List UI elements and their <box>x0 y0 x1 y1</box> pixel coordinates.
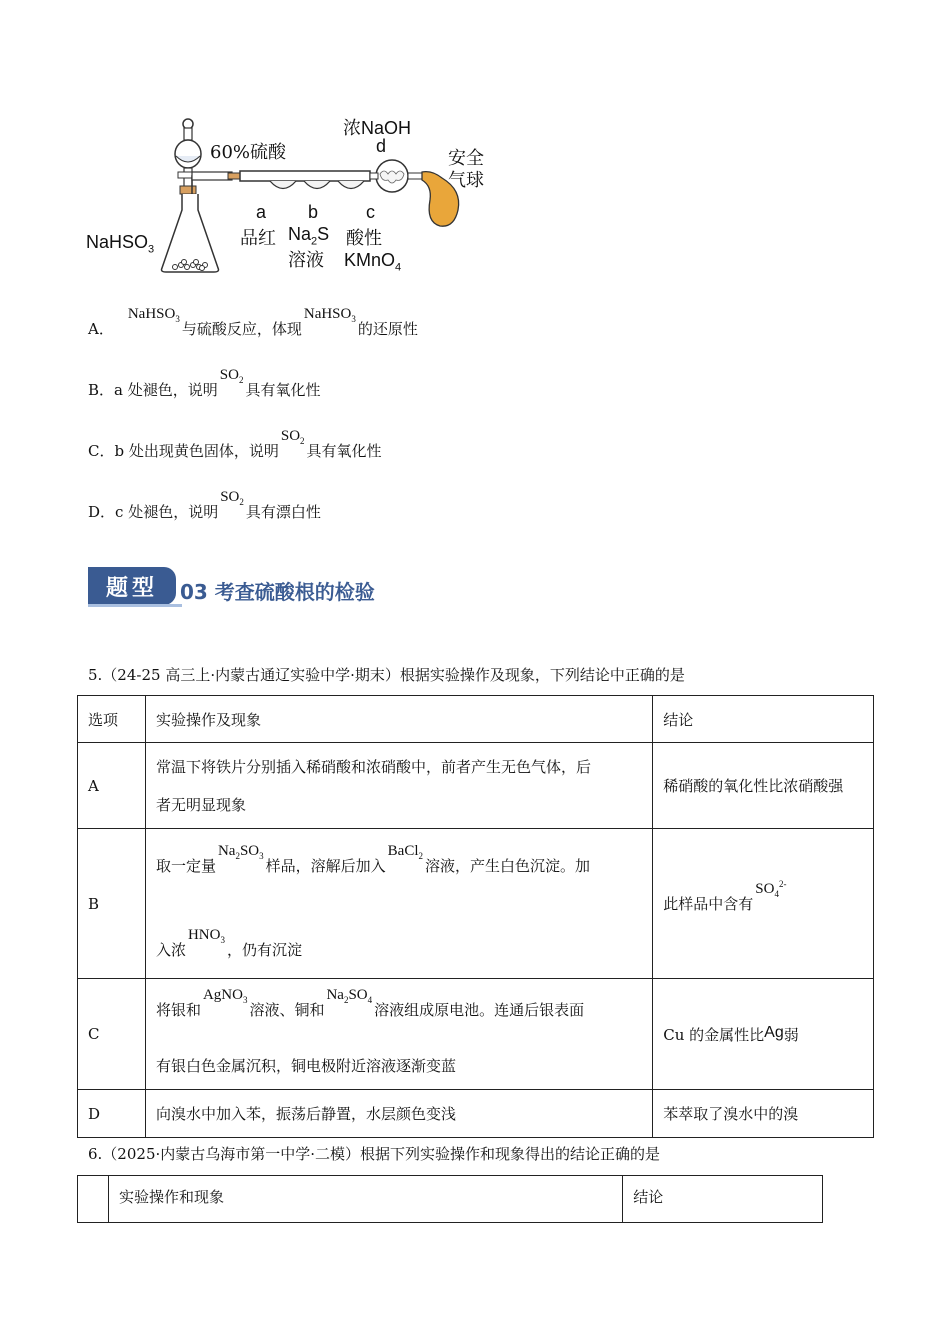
label-c-name-1: 酸性 <box>346 228 382 249</box>
row-d-operation: 向溴水中加入苯，振荡后静置，水层颜色变浅 <box>145 1090 652 1138</box>
label-h2so4: 60%硫酸 <box>210 142 287 163</box>
table-header-row <box>78 1176 823 1223</box>
label-safety-2: 气球 <box>448 170 484 191</box>
header-operation: 实验操作和现象 <box>108 1176 622 1223</box>
header-conclusion: 结论 <box>653 696 874 743</box>
option-d: D．c 处褪色，说明$SO_2$具有漂白性 <box>88 489 321 521</box>
label-naoh: 浓NaOH <box>343 118 412 138</box>
label-c: c <box>366 202 375 222</box>
label-b: b <box>308 202 319 222</box>
label-b-name-2: 溶液 <box>288 250 324 271</box>
header-option <box>78 1176 109 1223</box>
label-nahso3: NaHSO$_3$ <box>86 232 155 256</box>
row-a-conclusion: 稀硝酸的氧化性比浓硝酸强 <box>653 743 874 829</box>
row-b-operation: 取一定量$Na_2SO_3$样品，溶解后加入BaCl$_2$溶液，产生白色沉淀。加 入浓$HNO_3$，仍有沉淀 <box>145 829 652 979</box>
row-c-conclusion: Cu 的金属性比Ag弱 <box>653 979 874 1090</box>
question-6-stem: 6.（2025·内蒙古乌海市第一中学·二模）根据下列实验操作和现象得出的结论正确的是 <box>88 1145 661 1163</box>
option-a: A．NaHSO$_3$与硫酸反应，体现NaHSO$_3$的还原性 <box>88 306 418 338</box>
table-row <box>78 743 874 829</box>
row-c-option: C <box>78 979 146 1090</box>
label-c-name-2: KMnO$_4$ <box>344 250 402 274</box>
question-6-table <box>77 1175 823 1223</box>
option-c: C．b 处出现黄色固体，说明$SO_2$具有氧化性 <box>88 428 382 460</box>
header-conclusion: 结论 <box>623 1176 823 1223</box>
header-option: 选项 <box>78 696 146 743</box>
label-d: d <box>376 136 387 156</box>
row-b-option: B <box>78 829 146 979</box>
question-5-stem: 5.（24-25 高三上·内蒙古通辽实验中学·期末）根据实验操作及现象，下列结论中正确的是 <box>88 666 685 684</box>
label-a-name: 品红 <box>240 228 276 249</box>
row-d-option: D <box>78 1090 146 1138</box>
row-d-conclusion: 苯萃取了溴水中的溴 <box>653 1090 874 1138</box>
label-b-name-1: $Na_2S$ <box>288 224 330 248</box>
row-a-option: A <box>78 743 146 829</box>
row-a-operation: 常温下将铁片分别插入稀硝酸和浓硝酸中，前者产生无色气体，后 者无明显现象 <box>145 743 652 829</box>
table-row <box>78 1090 874 1138</box>
section-title: 03 考查硫酸根的检验 <box>180 580 375 604</box>
label-a: a <box>256 202 267 222</box>
section-underline <box>88 604 182 607</box>
label-safety-1: 安全 <box>448 148 484 169</box>
table-header-row <box>78 696 874 743</box>
row-c-operation: 将银和AgNO$_3$溶液、铜和$Na_2SO_4$溶液组成原电池。连通后银表面 有银白色金属沉积，铜电极附近溶液逐渐变蓝 <box>145 979 652 1090</box>
section-tag: 题型 <box>88 567 176 605</box>
table-row <box>78 979 874 1090</box>
option-b: B．a 处褪色，说明$SO_2$具有氧化性 <box>88 367 321 399</box>
table-row <box>78 829 874 979</box>
row-b-conclusion: 此样品中含有$SO_4^{2-}$ <box>653 829 874 979</box>
header-operation: 实验操作及现象 <box>145 696 652 743</box>
question-5-table <box>77 695 874 1138</box>
